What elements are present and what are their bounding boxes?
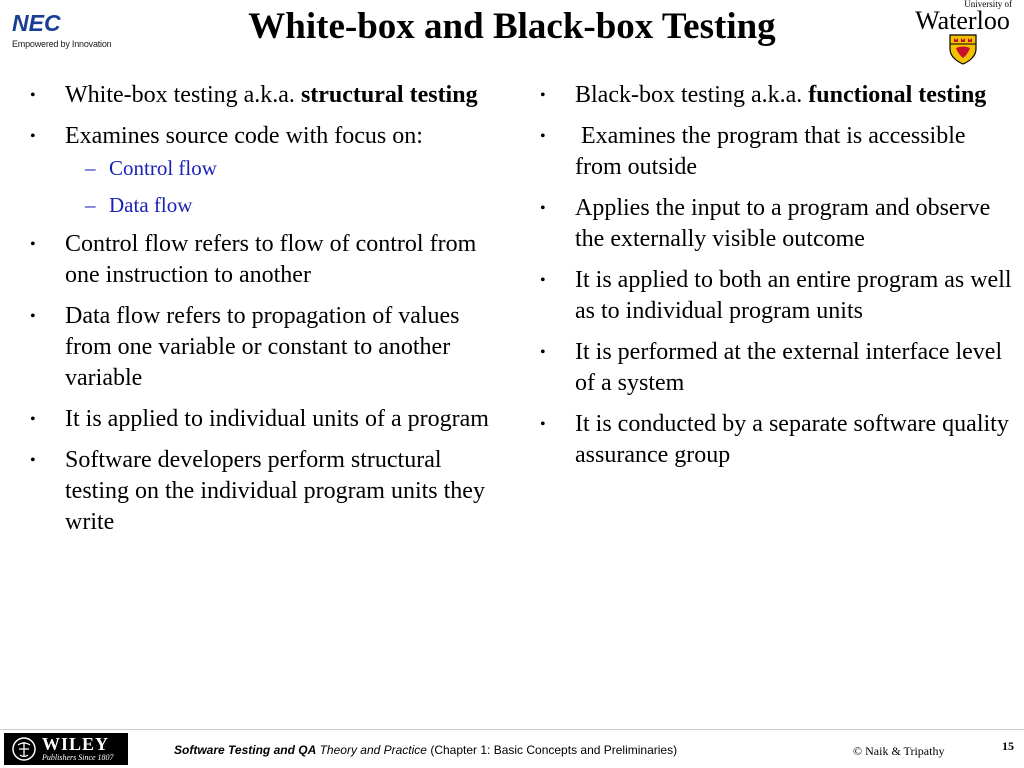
- list-item: [538, 80, 1018, 111]
- bullet-text: Applies the input to a program and observe the externally visible outcome: [575, 195, 991, 252]
- list-item: [538, 337, 1018, 399]
- bullet-bold-term: functional testing: [808, 82, 987, 108]
- list-item: [28, 445, 498, 538]
- footer-book-info: [174, 742, 677, 758]
- list-item: [28, 404, 498, 435]
- uw-logo-wordmark: Waterloo: [915, 6, 1010, 35]
- left-column: [28, 80, 498, 548]
- bullet-text: It is applied to both an entire program as well as to individual program units: [575, 267, 1012, 324]
- footer-divider: [0, 729, 1024, 730]
- bullet-icon: •: [540, 128, 546, 145]
- list-item: [28, 229, 498, 291]
- list-item: [538, 409, 1018, 471]
- sub-list: [65, 155, 498, 218]
- bullet-icon: •: [540, 272, 546, 289]
- slide-title: White-box and Black-box Testing: [248, 6, 776, 47]
- bullet-icon: •: [540, 344, 546, 361]
- dash-icon: –: [85, 193, 96, 217]
- bullet-text: Black-box testing a.k.a.: [575, 82, 809, 108]
- bullet-text: Examines the program that is accessible from outside: [575, 123, 972, 180]
- left-bullet-list: [28, 80, 498, 538]
- sub-item-text: Data flow: [109, 193, 193, 217]
- page-number: 15: [1002, 739, 1014, 753]
- nec-logo-wordmark: NEC: [12, 10, 61, 36]
- bullet-text: It is performed at the external interface level of a system: [575, 339, 1003, 396]
- bullet-icon: •: [540, 416, 546, 433]
- bullet-icon: •: [30, 87, 36, 104]
- list-item: [538, 265, 1018, 327]
- bullet-icon: •: [30, 128, 36, 145]
- bullet-text: It is conducted by a separate software quality assurance group: [575, 411, 1009, 468]
- footer-book-title: Software Testing and QA: [174, 743, 317, 757]
- bullet-icon: •: [540, 200, 546, 217]
- wiley-wordmark: WILEY: [42, 734, 110, 754]
- right-bullet-list: [538, 80, 1018, 471]
- uw-logo: [905, 0, 1020, 66]
- uw-shield-icon: [948, 33, 978, 65]
- bullet-icon: •: [30, 236, 36, 253]
- right-column: [538, 80, 1018, 481]
- bullet-text: White-box testing a.k.a.: [65, 82, 301, 108]
- list-item: [538, 193, 1018, 255]
- list-item: [28, 121, 498, 218]
- bullet-text: Control flow refers to flow of control from one instruction to another: [65, 231, 477, 288]
- footer-book-subtitle: Theory and Practice: [319, 743, 427, 757]
- wiley-logo: [4, 733, 128, 765]
- sub-list-item: [65, 155, 498, 181]
- list-item: [28, 301, 498, 394]
- wiley-emblem-icon: [10, 736, 38, 762]
- dash-icon: –: [85, 156, 96, 180]
- bullet-bold-term: structural testing: [300, 82, 478, 108]
- sub-item-text: Control flow: [109, 156, 217, 180]
- bullet-text: Software developers perform structural testing on the individual program units they write: [65, 447, 485, 535]
- bullet-text: It is applied to individual units of a program: [65, 406, 489, 432]
- list-item: [538, 121, 1018, 183]
- bullet-icon: •: [30, 411, 36, 428]
- footer-chapter: (Chapter 1: Basic Concepts and Preliminaries): [430, 743, 678, 757]
- bullet-text: Examines source code with focus on:: [65, 123, 423, 149]
- bullet-icon: •: [30, 308, 36, 325]
- bullet-text: Data flow refers to propagation of values from one variable or constant to another variable: [65, 303, 460, 391]
- list-item: [28, 80, 498, 111]
- wiley-subtitle: Publishers Since 1807: [42, 753, 114, 762]
- sub-list-item: [65, 192, 498, 218]
- nec-logo-tagline: Empowered by Innovation: [12, 39, 112, 49]
- bullet-icon: •: [30, 452, 36, 469]
- uw-logo-small-text: University of: [964, 0, 1012, 9]
- bullet-icon: •: [540, 87, 546, 104]
- footer-copyright: © Naik & Tripathy: [853, 744, 945, 758]
